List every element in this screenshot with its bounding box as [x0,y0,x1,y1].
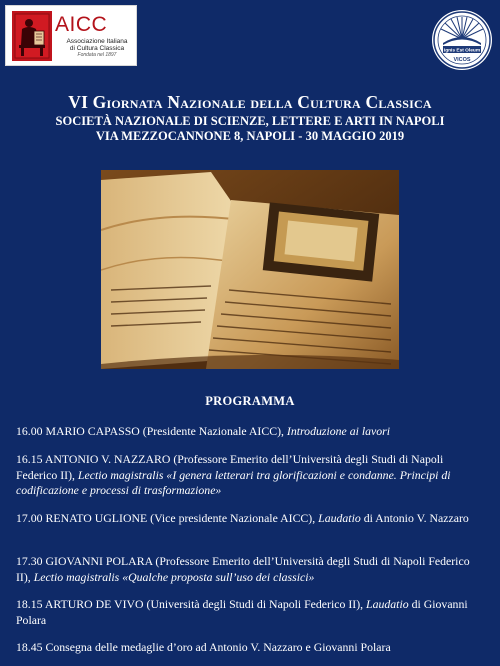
item-desc: di Antonio V. Nazzaro [363,511,469,525]
item-lectio: Lectio magistralis [77,467,164,482]
logo-subtitle-line2: di Cultura Classica [69,45,125,53]
item-role: (Professore Emerito dell’Università degli Studi di Napoli Federico II), [16,452,444,482]
program-item-6 [16,640,486,656]
address-date-line: VIA MEZZOCANNONE 8, NAPOLI - 30 MAGGIO 2019 [95,129,405,143]
item-desc: Consegna delle medaglie d’oro ad Antonio V. Nazzaro e Giovanni Polara [45,640,391,654]
vicos-seal-icon [431,9,493,71]
aicc-logo [5,5,137,66]
item-desc: «Qualche proposta sull’uso dei classici» [122,569,315,584]
item-speaker: ARTURO DE VIVO [44,597,144,611]
item-laudatio: Laudatio [366,597,409,611]
item-desc: Introduzione ai lavori [286,424,391,438]
venue-line: SOCIETÀ NAZIONALE DI SCIENZE, LETTERE E ARTI IN NAPOLI [55,114,445,128]
logo-subtitle-line1: Associazione Italiana [66,38,128,45]
item-desc: di Giovanni Polara [16,597,468,627]
item-time: 18.15 [16,597,43,611]
item-desc: «I genera letterari tra glorificazioni e condanne. Principi di codificazione e processi di trasformazione» [16,467,451,497]
item-role: (Professore Emerito dell’Università degli Studi di Napoli Federico II), [16,554,470,584]
item-time: 18.45 [16,640,43,654]
logo-subtitle [58,38,136,60]
item-role: (Vice presidente Nazionale AICC), [150,511,316,525]
item-time: 16.15 [16,452,43,466]
program-item-5 [16,597,486,628]
item-time: 16.00 [16,424,43,438]
item-speaker: RENATO UGLIONE [45,511,148,525]
item-speaker: ANTONIO V. NAZZARO [44,452,171,466]
aicc-emblem-icon [12,11,52,61]
item-role: (Università degli Studi di Napoli Federico II), [146,597,364,611]
item-role: (Presidente Nazionale AICC), [142,424,284,438]
program-item-3 [16,511,486,527]
item-laudatio: Laudatio [318,511,361,525]
item-time: 17.00 [16,511,43,525]
program-item-4 [16,554,486,585]
item-speaker: GIOVANNI POLARA [45,554,153,568]
logo-title: AICC [55,13,108,36]
item-time: 17.30 [16,554,43,568]
program-item-2 [16,452,486,499]
program-item-1 [16,424,486,440]
ancient-manuscript-photo [101,170,399,369]
programma-heading: PROGRAMMA [205,394,295,408]
seal-motto: Ignis Est Oleum [443,48,481,54]
event-title: VI Giornata Nazionale della Cultura Classica [68,92,432,112]
item-speaker: MARIO CAPASSO [45,424,140,438]
seal-name: VICOS [453,57,471,63]
item-lectio: Lectio magistralis [33,569,120,584]
logo-founded: Fondata nel 1897 [77,52,117,59]
